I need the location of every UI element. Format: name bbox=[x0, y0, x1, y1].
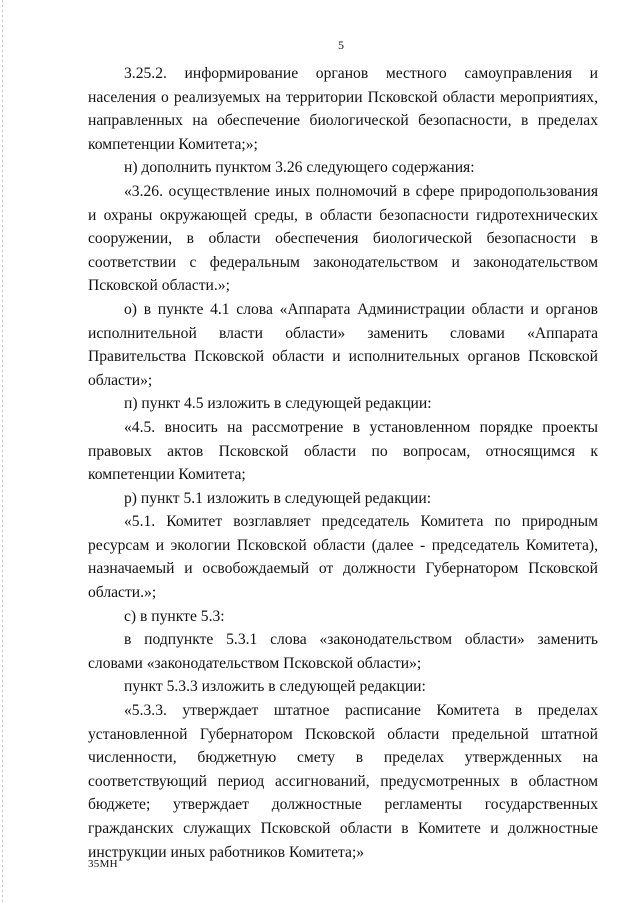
paragraph-item-o: о) в пункте 4.1 слова «Аппарата Администрации области и органов исполнительной власти области» заменить словами «Аппарата Правительства Псковской области и исполнительных органов Псковской области»; bbox=[88, 300, 598, 389]
paragraph-item-p: п) пункт 4.5 изложить в следующей редакции: bbox=[124, 395, 432, 413]
paragraph-5-3-3: «5.3.3. утверждает штатное расписание Комитета в пределах установленной Губернатором Псковской области предельной штатной численности, бюджетную смету в пределах утвержденных на соответствующий период ассигнований, предусмотренных в областном бюджете; утверждает должностные регламенты государственных гражданских служащих Псковской области в Комитете и должностные инструкции иных работников Комитета;» bbox=[88, 702, 598, 861]
paragraph-3-25-2: 3.25.2. информирование органов местного самоуправления и населения о реализуемых на территории Псковской области мероприятиях, направленных на обеспечение биологической безопасности, в пределах компетенции Комитета;»; bbox=[88, 65, 598, 153]
scan-edge-line bbox=[2, 0, 3, 905]
document-body bbox=[88, 62, 598, 864]
paragraph-item-s: с) в пункте 5.3: bbox=[124, 607, 225, 625]
paragraph-5-3-3-intro: пункт 5.3.3 изложить в следующей редакции: bbox=[124, 678, 426, 696]
paragraph-item-r: р) пункт 5.1 изложить в следующей редакции: bbox=[124, 489, 432, 507]
footer-code: 35МН bbox=[88, 858, 118, 870]
page-number: 5 bbox=[338, 38, 344, 52]
paragraph-5-1: «5.1. Комитет возглавляет председатель Комитета по природным ресурсам и экологии Псковской области (далее - председатель Комитета), назначаемый и освобождаемый от должности Губернатором Псковской области.»; bbox=[88, 513, 598, 602]
paragraph-item-n: н) дополнить пунктом 3.26 следующего содержания: bbox=[124, 159, 475, 177]
paragraph-5-3-1: в подпункте 5.3.1 слова «законодательством области» заменить словами «законодательством Псковской области»; bbox=[88, 631, 598, 672]
paragraph-4-5: «4.5. вносить на рассмотрение в установленном порядке проекты правовых актов Псковской области по вопросам, относящимся к компетенции Комитета; bbox=[88, 418, 598, 484]
paragraph-3-26: «3.26. осуществление иных полномочий в сфере природопользования и охраны окружающей среды, в области безопасности гидротехнических сооружении, в области обеспечения биологической безопасности в соответствии с федеральным законодательством и законодательством Псковской области.»; bbox=[88, 182, 598, 295]
